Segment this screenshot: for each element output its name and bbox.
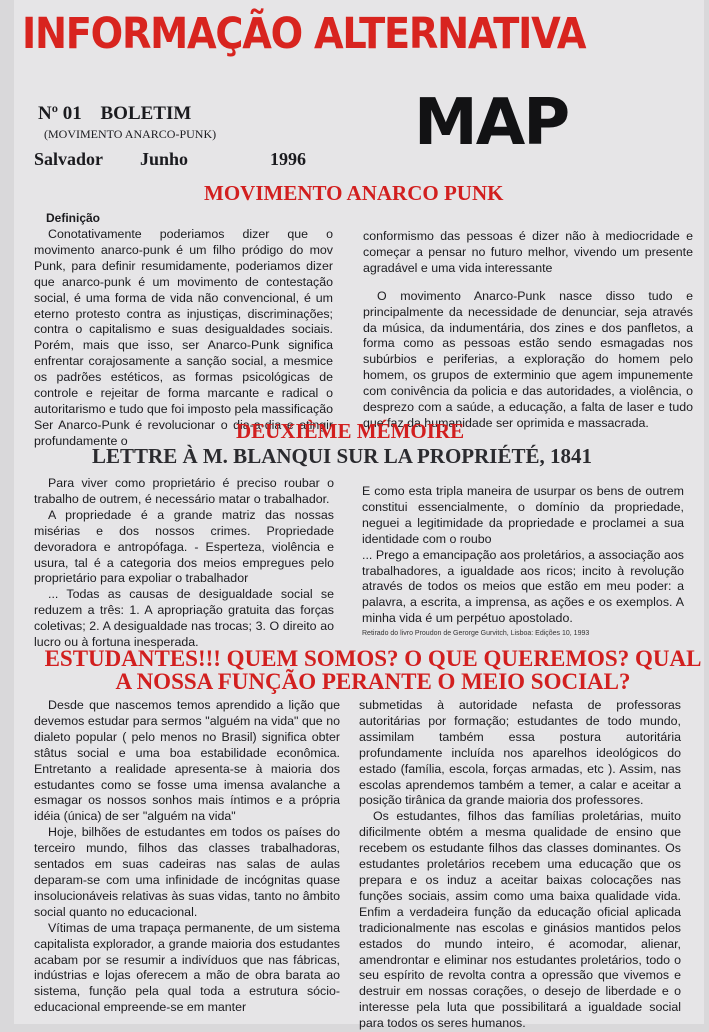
section2-credit: Retirado do livro Proudon de Gerorge Gurvitch, Lisboa: Edições 10, 1993 <box>362 630 590 638</box>
section3-left-column <box>34 698 340 1016</box>
section3-title: ESTUDANTES!!! QUEM SOMOS? O QUE QUEREMOS? QUAL A NOSSA FUNÇÃO PERANTE O MEIO SOCIAL? <box>44 646 702 694</box>
section1-right-p2: O movimento Anarco-Punk nasce disso tudo e principalmente da necessidade de denunciar, seja através da música, da indumentária, dos zines e dos panfletos, a forma como as pessoas estão sendo esmagadas nos subúrbios e periferias, a exploração do homem pelo homem, os grupos de exterminio que agem impunemente com conivência da policia e das autoridades, a violência, o desprezo com a saúde, a educação, a falta de laser e tudo que faz da humanidade ser oprimida e massacrada. <box>363 288 693 430</box>
place-city: Salvador <box>34 149 104 169</box>
section3-right-column <box>359 698 681 1032</box>
map-logo: MAP <box>414 86 569 160</box>
section2-left-p3: ... Todas as causas de desigualdade social se reduzem a três: 1. A apropriação gratuita das forças coletivas; 2. A desigualdade nas trocas; 3. O direito ao lucro ou à fortuna inesperada. <box>34 587 334 650</box>
section2-subtitle: LETTRE À M. BLANQUI SUR LA PROPRIÉTÉ, 1841 <box>92 444 592 468</box>
section3-right-p2: Os estudantes, filhos das famílias proletárias, muito dificilmente obtém a mesma qualidade de ensino que recebem os estudante filhos das classes dominantes. Os estudantes proletários recebem uma educação que os prepara e os induz a aceitar baixas colocações nas funções sociais, assim como uma baixa qualidade vida. Enfim a verdadeira função da educação oficial aplicada tradicionalmente nas escolas e ginásios mantidos pelos estados do mundo inteiro, é acomodar, alienar, amendrontar e eliminar nos estudantes proletários, todo o seu espírito de revolta contra a opressão que vivemos e destruir em nossas corações, o desejo de liberdade e o interesse pela luta que possibilitará a igualdade social para todos os seres humanos. <box>359 809 681 1031</box>
place-date-line <box>34 149 306 170</box>
section2-left-p1: Para viver como proprietário é preciso roubar o trabalho de outrem, é necessário matar o trabalhador. <box>34 476 334 506</box>
issue-line <box>38 103 205 125</box>
section2-title: DEUXIÈME MÉMOIRE <box>236 419 465 443</box>
section3-left-p2: Hoje, bilhões de estudantes em todos os países do terceiro mundo, filhos das classes trabalhadoras, sentados em suas cadeiras nas salas de aulas deparam-se com uma infinidade de incógnitas quase insolucionáveis relativas às suas vidas, tanto no âmbito social quanto no educacional. <box>34 825 340 919</box>
issue-type: BOLETIM <box>100 103 192 124</box>
place-month: Junho <box>140 149 189 169</box>
section1-left-text: Conotativamente poderiamos dizer que o movimento anarco-punk é um filho pródigo do mov Punk, para definir resumidamente, poderiamos dizer que anarco-punk é um movimento de contestação social, é uma forma de vida não convencional, é um eterno protesto contra as injustiças, discriminações; contra o capitalismo e suas desigualdades sociais. Porém, mais que isso, ser Anarco-Punk significa enfrentar corajosamente a sanção social, a mesmice os padrões estéticos, as formas psicológicas de controle e rejeitar de forma marcante e radical o autoritarismo e tudo que foi imposto pela massificação Ser Anarco-Punk é revolucionar o dia-a-dia e atingir profundamente o <box>34 227 333 448</box>
issue-subtitle: (MOVIMENTO ANARCO-PUNK) <box>44 127 217 141</box>
section2-right-column <box>362 484 684 638</box>
section1-label: Definição <box>46 211 101 225</box>
section2-left-p2: A propriedade é a grande matriz das nossas misérias e dos nossos crimes. Propriedade devoradora e antropófaga. - Esperteza, violência e usura, tal é a categoria dos meios empregues pelo proprietário para expoliar o trabalhador <box>34 507 334 586</box>
section2-right-p2: ... Prego a emancipação aos proletários, a associação aos trabalhadores, a igualdade aos ricos; incito à revolução através de todos os meios que estão em meu poder: a palavra, a escrita, a imprensa, as ações e os exemplos. A minha vida é um perpétuo apostolado. <box>362 547 684 626</box>
section1-right-p1: conformismo das pessoas é dizer não à mediocridade e começar a pensar no futuro melhor, vivendo um presente agradável e uma vida interessante <box>363 229 693 275</box>
section3-left-p3: Vítimas de uma trapaça permanente, de um sistema capitalista explorador, a grande maioria dos estudantes acabam por se resumir a indivíduos que nas fábricas, indústrias e lojas oferecem a mão de obra barata ao sistema, função pela qual toda a estrutura sócio-educacional empreende-se em manter <box>34 920 340 1015</box>
place-year: 1996 <box>270 149 306 169</box>
section3-left-p1: Desde que nascemos temos aprendido a lição que devemos estudar para sermos "alguém na vida" que no dialeto popular ( pelo menos no Brasil) significa obter stâtus social e uma boa estabilidade econômica. Entretanto a realidade apresenta-se à maioria dos estudantes como se fosse uma imensa avalanche a esmagar os nossos sonhos mais íntimos e a própria idéia (única) de ser "alguém na vida" <box>34 698 340 824</box>
section3-right-p1: submetidas à autoridade nefasta de professoras autoritárias por formação; estudantes de todo mundo, assimilam também essa postura autoritária profundamente incluída nos aparelhos ideológicos do estado (família, escola, forças armadas, etc ). Assim, nas escolas aprendemos também a temer, a calar e aceitar a posição tirânica da grande maioria dos professores. <box>359 698 681 808</box>
section1-title: MOVIMENTO ANARCO PUNK <box>204 181 504 205</box>
section1-left-column <box>34 227 333 450</box>
section2-left-column <box>34 476 334 651</box>
issue-number: Nº 01 <box>38 103 82 124</box>
section1-right-column <box>363 229 693 432</box>
masthead-title: INFORMAÇÃO ALTERNATIVA <box>22 9 586 59</box>
section2-right-p1: E como esta tripla maneira de usurpar os bens de outrem constitui essencialmente, o domínio da propriedade, neguei a legitimidade da propriedade e proclamei a sua identidade com o roubo <box>362 484 684 546</box>
